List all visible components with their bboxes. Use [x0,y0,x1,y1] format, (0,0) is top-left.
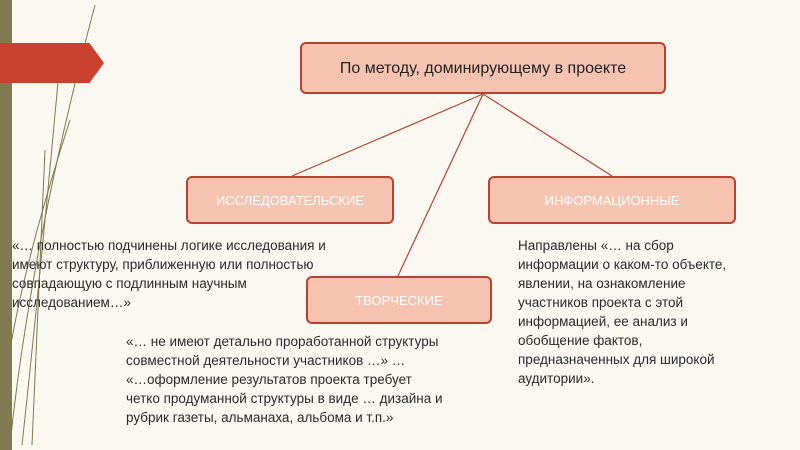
research-description: «… полностью подчинены логике исследования и имеют структуру, приближенную или полностью совпадающую с подлинным научным исследованием…» [12,238,326,310]
connector-creative [397,94,483,278]
category-research: ИССЛЕДОВАТЕЛЬСКИЕ [186,176,394,224]
category-informational: ИНФОРМАЦИОННЫЕ [488,176,736,224]
connector-informational [483,94,612,176]
root-node: По методу, доминирующему в проекте [300,42,666,94]
connector-research [292,94,483,176]
creative-description: «… не имеют детально проработанной структуры совместной деятельности участников …» … «…оформление результатов проекта требует четко продуманной структуры в виде … дизайна и рубрик газеты, альманаха, альбома и т.п.» [126,334,443,425]
category-creative: ТВОРЧЕСКИЕ [306,276,492,324]
informational-description: Направлены «… на сбор информации о каком-то объекте, явлении, на ознакомление участников проекта с этой информацией, ее анализ и обобщение фактов, предназначенных для широкой аудитории». [518,238,727,386]
